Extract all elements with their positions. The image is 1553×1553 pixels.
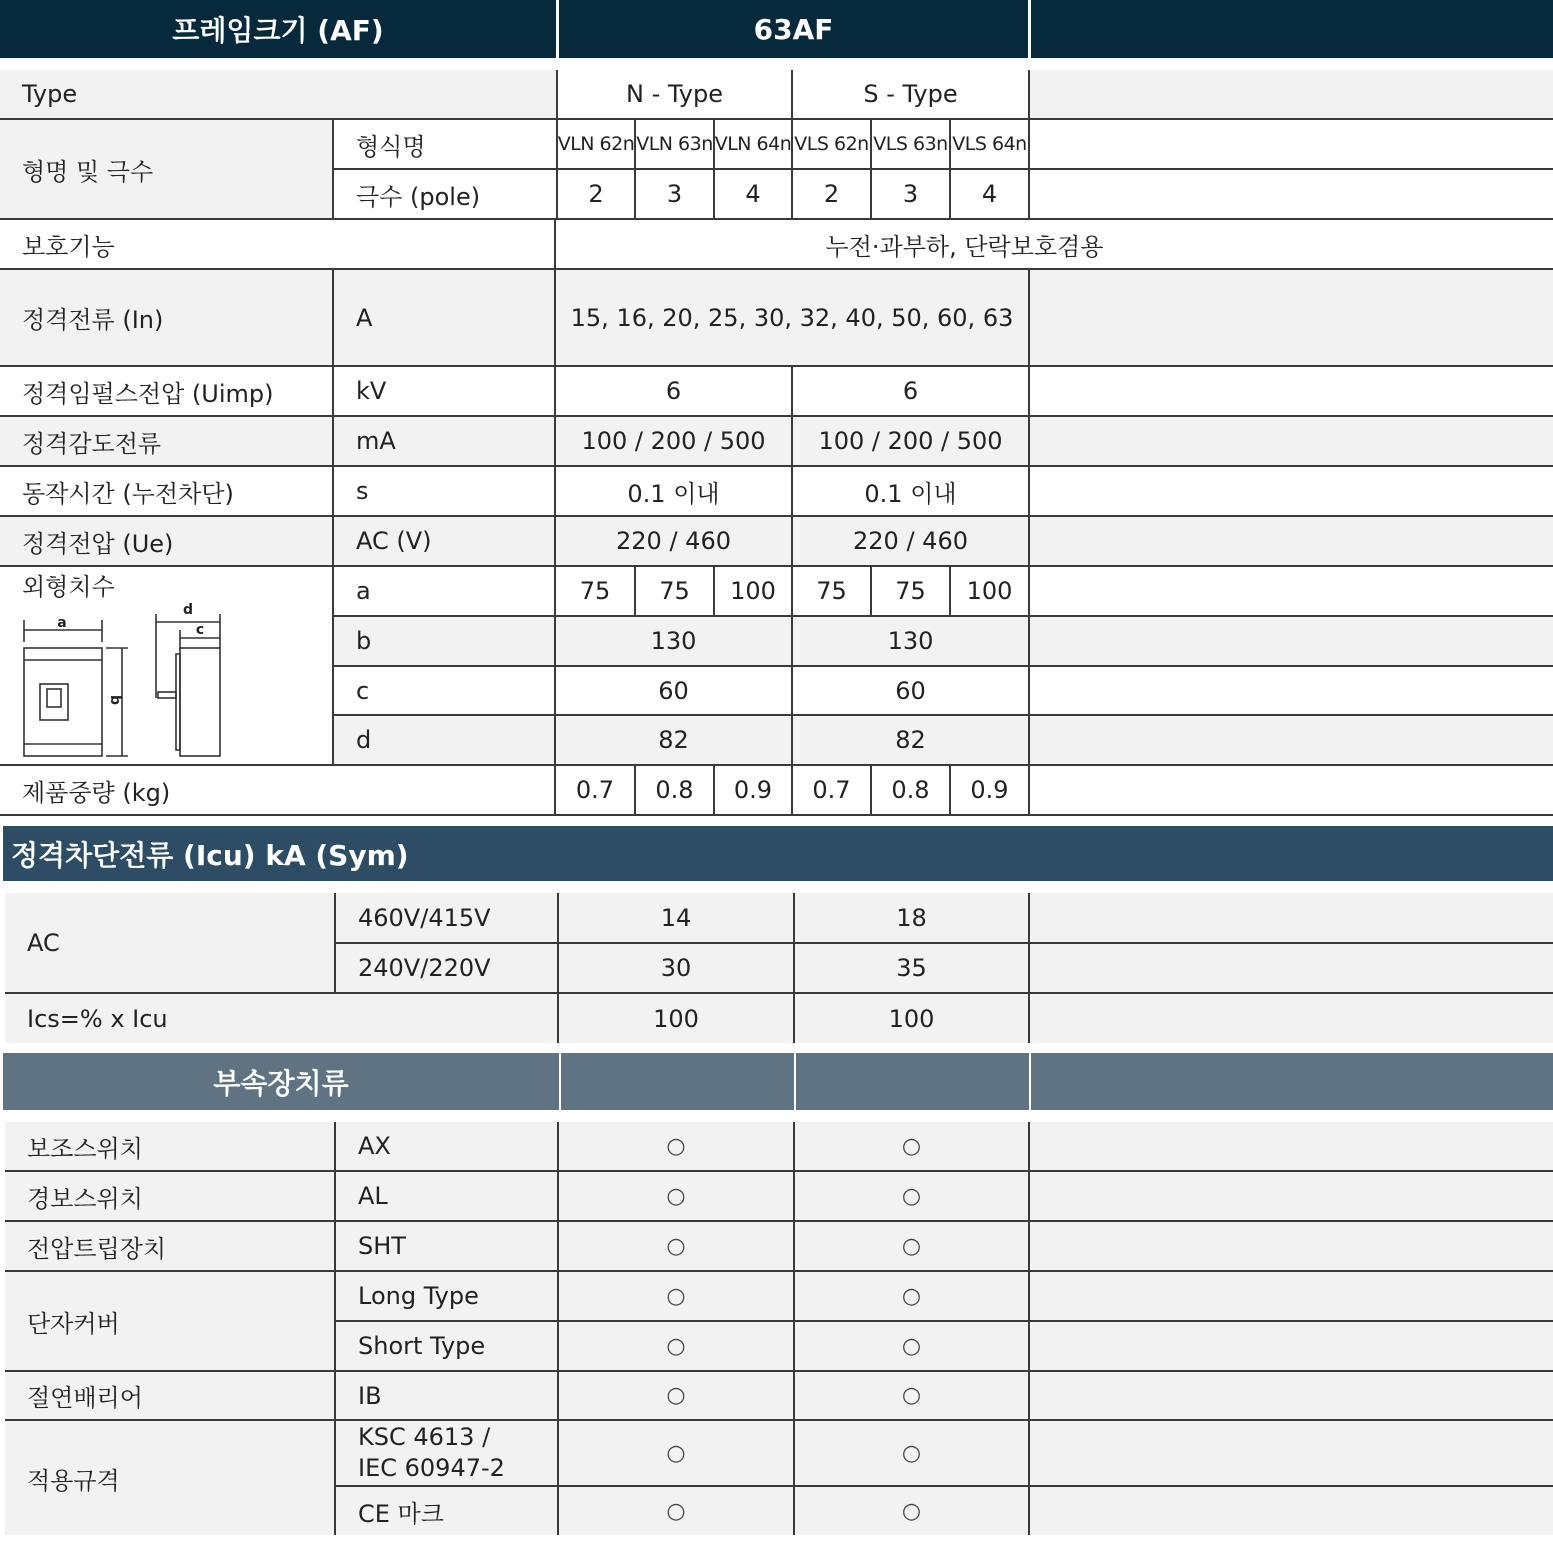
ics-label: Ics=% x Icu [5,994,559,1043]
uimp-s: 6 [793,367,1030,417]
dims-c-blank [1030,667,1553,716]
s-type-header: S - Type [793,70,1030,120]
terminal-cover-long: Long Type [336,1272,559,1322]
accessories-header-n [561,1053,794,1110]
sensitivity-s: 100 / 200 / 500 [793,417,1030,467]
icu-n-value: 14 [559,893,795,944]
aux-switch-code: AX [336,1122,559,1172]
uimp-label: 정격임펄스전압 (Uimp) [0,367,334,417]
ue-blank [1030,517,1553,567]
icu-voltage-label: 240V/220V [336,944,559,994]
weight-blank [1030,766,1553,816]
pole-cell: 3 [872,170,951,220]
icu-row-blank [1030,893,1553,944]
shunt-blank [1030,1222,1553,1272]
accessories-header-blank [1031,1053,1553,1110]
weight-cell: 0.7 [793,766,872,816]
alarm-switch-label: 경보스위치 [5,1172,336,1222]
shunt-s-mark: ○ [795,1222,1030,1272]
cover-long-s-mark: ○ [795,1272,1030,1322]
ksc-n-mark: ○ [559,1421,795,1487]
dims-d-s: 82 [793,716,1030,766]
dims-b-s: 130 [793,617,1030,667]
op-time-label: 동작시간 (누전차단) [0,467,334,517]
dims-a-cell: 75 [556,567,636,617]
sensitivity-blank [1030,417,1553,467]
dims-a-label: a [334,567,556,617]
aux-blank [1030,1122,1553,1172]
pole-cell: 4 [951,170,1030,220]
dims-c-n: 60 [556,667,793,716]
header-blank [1031,0,1553,58]
weight-cell: 0.7 [556,766,636,816]
uimp-n: 6 [556,367,793,417]
dims-c-s: 60 [793,667,1030,716]
model-sub-label: 형식명 [334,120,556,170]
alarm-n-mark: ○ [559,1172,795,1222]
ue-unit: AC (V) [334,517,556,567]
alarm-s-mark: ○ [795,1172,1030,1222]
ksc-blank [1030,1421,1553,1487]
frame-size-header: 프레임크기 (AF) [0,0,556,58]
ce-blank [1030,1487,1553,1535]
shunt-n-mark: ○ [559,1222,795,1272]
weight-cell: 0.9 [951,766,1030,816]
shunt-trip-label: 전압트립장치 [5,1222,336,1272]
insulation-barrier-label: 절연배리어 [5,1372,336,1421]
ce-n-mark: ○ [559,1487,795,1535]
pole-cell: 3 [636,170,715,220]
dims-b-label: b [334,617,556,667]
ics-n-value: 100 [559,994,795,1043]
icu-row-blank [1030,944,1553,994]
n-type-header: N - Type [556,70,793,120]
dim-b-text: b [107,695,123,706]
dims-b-blank [1030,617,1553,667]
protection-value: 누전·과부하, 단락보호겸용 [556,220,1553,270]
dim-d-text: d [182,602,194,618]
sensitivity-unit: mA [334,417,556,467]
weight-cell: 0.9 [715,766,793,816]
barrier-blank [1030,1372,1553,1421]
rated-current-unit: A [334,270,556,367]
ue-label: 정격전압 (Ue) [0,517,334,567]
icu-s-value: 18 [795,893,1030,944]
op-time-n: 0.1 이내 [556,467,793,517]
cover-short-blank [1030,1322,1553,1372]
op-time-unit: s [334,467,556,517]
accessories-header-s [796,1053,1029,1110]
icu-voltage-label: 460V/415V [336,893,559,944]
aux-n-mark: ○ [559,1122,795,1172]
cover-short-s-mark: ○ [795,1322,1030,1372]
ics-s-value: 100 [795,994,1030,1043]
icu-ac-label: AC [5,893,336,994]
protection-label: 보호기능 [0,220,556,270]
cover-short-n-mark: ○ [559,1322,795,1372]
model-cell: VLS 64n [951,120,1030,170]
aux-switch-label: 보조스위치 [5,1122,336,1172]
pole-cell: 2 [793,170,872,220]
icu-section-header: 정격차단전류 (Icu) kA (Sym) [3,826,1553,881]
dims-b-n: 130 [556,617,793,667]
dims-c-label: c [334,667,556,716]
cover-long-n-mark: ○ [559,1272,795,1322]
alarm-switch-code: AL [336,1172,559,1222]
accessories-header: 부속장치류 [3,1053,559,1110]
rated-current-label: 정격전류 (In) [0,270,334,367]
dimension-diagram [18,600,228,762]
ics-blank [1030,994,1553,1043]
dim-c-text: c [195,622,205,638]
op-time-s: 0.1 이내 [793,467,1030,517]
dims-d-label: d [334,716,556,766]
model-cell: VLN 63n [636,120,715,170]
weight-label: 제품중량 (kg) [0,766,556,816]
standards-ksc-iec: KSC 4613 / IEC 60947-2 [336,1421,559,1487]
shunt-trip-code: SHT [336,1222,559,1272]
rated-current-value: 15, 16, 20, 25, 30, 32, 40, 50, 60, 63 [556,270,1030,367]
rated-current-blank [1030,270,1553,367]
sensitivity-label: 정격감도전류 [0,417,334,467]
dims-a-cell: 100 [951,567,1030,617]
frame-size-value: 63AF [559,0,1028,58]
alarm-blank [1030,1172,1553,1222]
dims-d-blank [1030,716,1553,766]
barrier-s-mark: ○ [795,1372,1030,1421]
pole-cell: 2 [556,170,636,220]
dims-d-n: 82 [556,716,793,766]
model-cell: VLS 62n [793,120,872,170]
dims-a-cell: 75 [872,567,951,617]
cover-long-blank [1030,1272,1553,1322]
pole-row-blank [1030,170,1553,220]
terminal-cover-label: 단자커버 [5,1272,336,1372]
dims-a-cell: 75 [793,567,872,617]
dim-a-text: a [57,615,67,631]
model-cell: VLS 63n [872,120,951,170]
ksc-s-mark: ○ [795,1421,1030,1487]
type-label: Type [0,70,556,120]
ce-s-mark: ○ [795,1487,1030,1535]
dims-a-cell: 100 [715,567,793,617]
terminal-cover-short: Short Type [336,1322,559,1372]
pole-cell: 4 [715,170,793,220]
op-time-blank [1030,467,1553,517]
sensitivity-n: 100 / 200 / 500 [556,417,793,467]
model-cell: VLN 62n [556,120,636,170]
barrier-n-mark: ○ [559,1372,795,1421]
insulation-barrier-code: IB [336,1372,559,1421]
type-row-blank [1030,70,1553,120]
dims-a-cell: 75 [636,567,715,617]
icu-s-value: 35 [795,944,1030,994]
model-cell: VLN 64n [715,120,793,170]
model-group-label: 형명 및 극수 [0,120,334,220]
model-row-blank [1030,120,1553,170]
ue-n: 220 / 460 [556,517,793,567]
weight-cell: 0.8 [636,766,715,816]
dims-a-blank [1030,567,1553,617]
weight-cell: 0.8 [872,766,951,816]
dims-label: 외형치수 [22,572,115,601]
standards-ce: CE 마크 [336,1487,559,1535]
uimp-blank [1030,367,1553,417]
standards-label: 적용규격 [5,1421,336,1535]
aux-s-mark: ○ [795,1122,1030,1172]
ue-s: 220 / 460 [793,517,1030,567]
pole-sub-label: 극수 (pole) [334,170,556,220]
uimp-unit: kV [334,367,556,417]
icu-n-value: 30 [559,944,795,994]
